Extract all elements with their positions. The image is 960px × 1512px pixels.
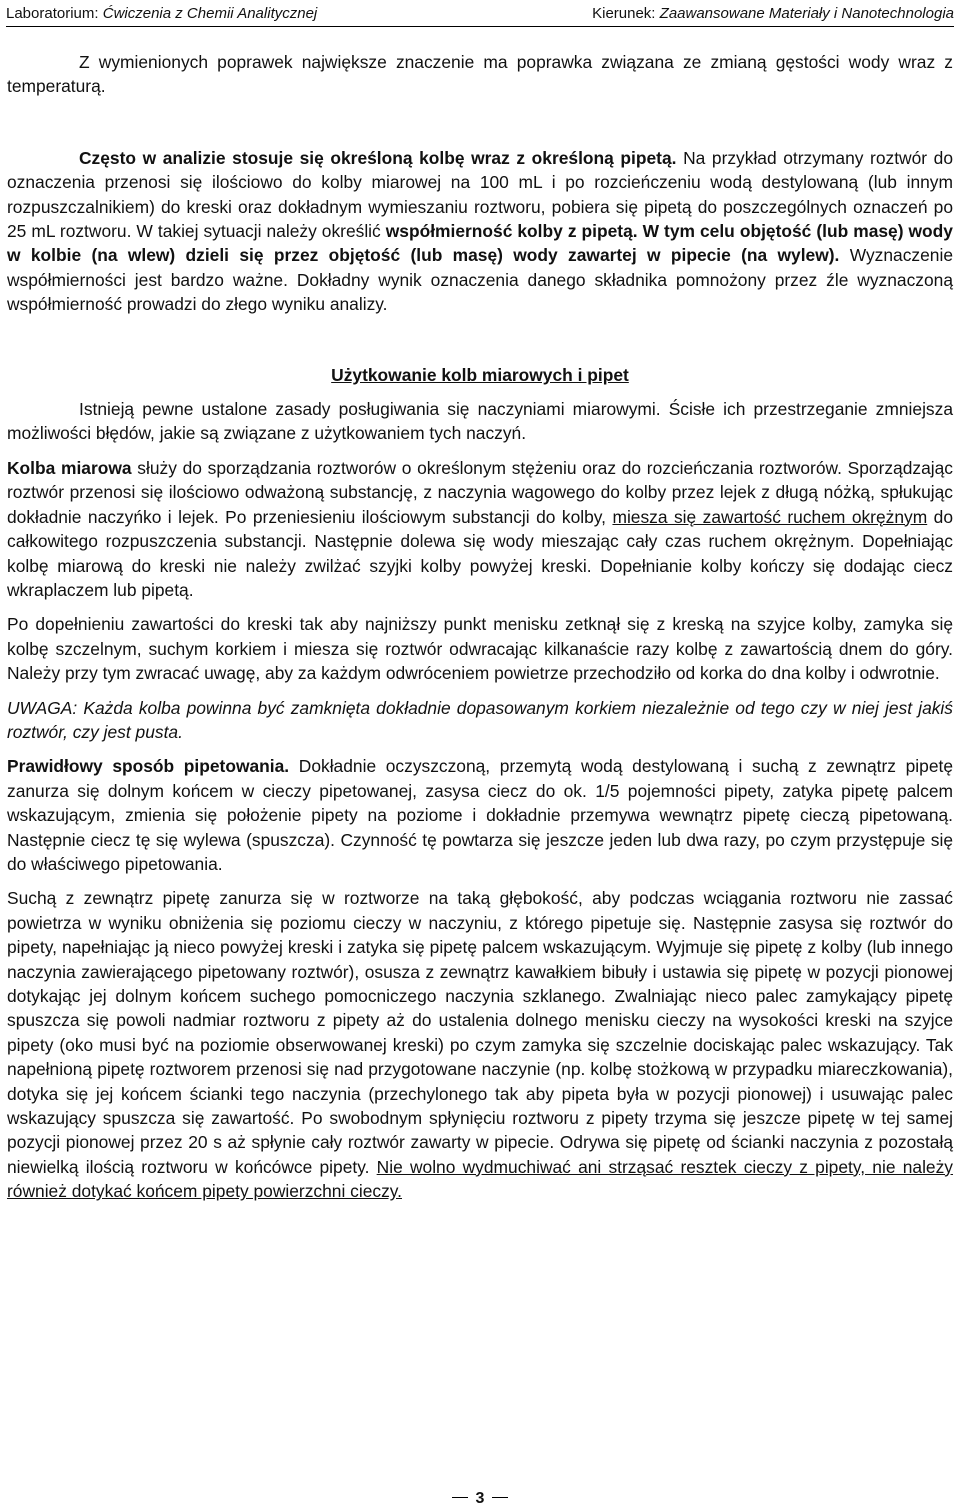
header-left [6,5,317,22]
paragraph-warning [7,696,953,745]
warning-label: UWAGA: [7,697,78,718]
paragraph-pipetting-method [7,754,953,876]
section-title-text: Użytkowanie kolb miarowych i pipet [331,364,629,385]
paragraph-commensurability [7,146,953,317]
bold-term: współmierność kolby z pipetą. [385,221,638,242]
header-course: Ćwiczenia z Chemii Analitycznej [102,4,318,22]
underlined-text: Nie wolno wydmuchiwać ani strząsać resztek cieczy z pipety, nie należy również dotykać końcem pipety powierzchni cieczy. [7,1156,953,1202]
text-run: Dokładnie oczyszczoną, przemytą wodą destylowaną i suchą z zewnątrz pipetę zanurza się dolnym końcem w cieczy pipetowanej, zasysa ciecz do ok. 1/5 pojemności pipety, zatyka pipetę palcem wskazującym, zmienia się położenie pipety na poziome i dokładnie przemywa wewnątrz pipetę cieczą pipetowaną. Następnie ciecz tę się wylewa (spuszcza). Czynność tę powtarza się jeszcze jeden lub dwa razy, po czym przystępuje się do właściwego pipetowania. [7,756,953,874]
text-run: Wyznaczenie współmierności jest bardzo ważne. Dokładny wynik oznaczenia danego składnika pomnożony przez źle wyznaczoną współmierność prowadzi do złego wyniku analizy. [7,245,953,315]
bold-lead: Kolba miarowa [7,457,132,478]
header-right [592,5,954,22]
bold-rest: W tym celu objętość (lub masę) wody w kolbie (na wlew) dzieli się przez objętość (lub masę) wody zawartej w pipecie (na wylew). [7,221,953,266]
page-content [7,50,953,1204]
page-number-text: 3 [475,1490,485,1507]
text-run: do całkowitego rozpuszczenia substancji. Następnie dolewa się wody mieszając cały czas ruchem okrężnym. Dopełniając kolbę miarową do kreski nie należy zwilżać szyjki kolby powyżej kreski. Dopełnianie kolby kończy się dodając ciecz wkraplaczem lub pipetą. [7,506,953,600]
paragraph-rules: Istnieją pewne ustalone zasady posługiwania się naczyniami miarowymi. Ścisłe ich przestrzeganie zmniejsza możliwości błędów, jakie są związane z użytkowaniem tych naczyń. [7,399,953,444]
underlined-text: miesza się zawartość ruchem okrężnym [612,506,928,527]
page-header [6,0,954,27]
page-number [470,1490,491,1508]
page-footer [0,1490,960,1508]
warning-text: Każda kolba powinna być zamknięta dokładnie dopasowanym korkiem niezależnie od tego czy w niej jest jakiś roztwór, czy jest pusta. [7,697,953,742]
paragraph-pipetting-procedure [7,886,953,1203]
bold-lead: Często w analizie stosuje się określoną kolbę wraz z określoną pipetą. [79,147,677,168]
text-run: Na przykład otrzymany roztwór do oznaczenia przenosi się ilościowo do kolby miarowej na 100 mL i po rozcieńczeniu wodą destylowaną (lub innym rozpuszczalnikiem) do kreski oraz dokładnym wymieszaniu roztworu, pobiera się pipetą do poszczególnych oznaczeń po 25 mL roztworu. W takiej sytuacji należy określić [7,147,953,242]
header-left-label: Laboratorium: [6,4,99,22]
text-run: służy do sporządzania roztworów o określonym stężeniu oraz do rozcieńczania roztworów. Sporządzając roztwór przenosi się ilościowo odważoną substancję, z naczynia wagowego do kolby przez lejek z długą nóżką, spłukując dokładnie naczyńko i lejek. Po przeniesieniu ilościowym substancji do kolby, [7,457,954,527]
bold-lead: Prawidłowy sposób pipetowania. [7,756,290,777]
header-program: Zaawansowane Materiały i Nanotechnologia [659,4,954,22]
text-run: Suchą z zewnątrz pipetę zanurza się w roztworze na taką głębokość, aby podczas wciągania roztworu nie zassać powietrza w wyniku obniżenia się poziomu cieczy w naczyniu, z którego pipetuje się. Następnie zasysa się roztwór do pipety, napełniając ją nieco powyżej kreski i zatyka się pipetę palcem wskazującym. Wyjmuje się pipetę z kolby (lub innego naczynia zawierającego pipetowany roztwór), osusza z zewnątrz kawałkiem bibuły i ustawia się pipetę w pozycji pionowej dotykając jej dolnym końcem suchego pomocniczego naczynia szklanego. Zwalniając nieco palec zamykający pipetę spuszcza się powoli nadmiar roztworu z pipety aż do ustalenia dolnego menisku cieczy na wysokości kreski na szyjce pipety (oko musi być na poziomie obserwowanej kreski) po czym zamyka się szczelnie dociskając palec wskazujący. Tak napełnioną pipetę roztworem przenosi się nad przygotowane naczynie (np. kolbę stożkową w przypadku miareczkowania), dotyka się jej końcem ścianki tego naczynia (przechylonego tak aby pipeta była w pozycji pionowej) i usuwając palec wskazujący spuszcza się zawartość. Po swobodnym spłynięciu roztworu z pipety trzyma się jeszcze pipetę w tej samej pozycji pionowej przez 20 s aż spłynie cały roztwór zawarty w pipecie. Odrywa się pipetę od ścianki naczynia z pozostałą niewielką ilością roztworu w końcówce pipety. [7,888,953,1177]
paragraph-mixing: Po dopełnieniu zawartości do kreski tak aby najniższy punkt menisku zetknął się z kreską na szyjce kolby, zamyka się kolbę szczelnym, suchym korkiem i miesza się roztwór odwracając kilkanaście razy kolbę z zawartością dnem do góry. Należy przy tym zwracać uwagę, aby za każdym odwróceniem powietrze przechodziło od korka do dna kolby i odwrotnie. [7,614,953,684]
paragraph-volumetric-flask [7,456,953,602]
header-right-label: Kierunek: [592,4,656,22]
paragraph-corrections: Z wymienionych poprawek największe znaczenie ma poprawka związana ze zmianą gęstości wody wraz z temperaturą. [7,52,953,97]
section-title [7,363,953,387]
